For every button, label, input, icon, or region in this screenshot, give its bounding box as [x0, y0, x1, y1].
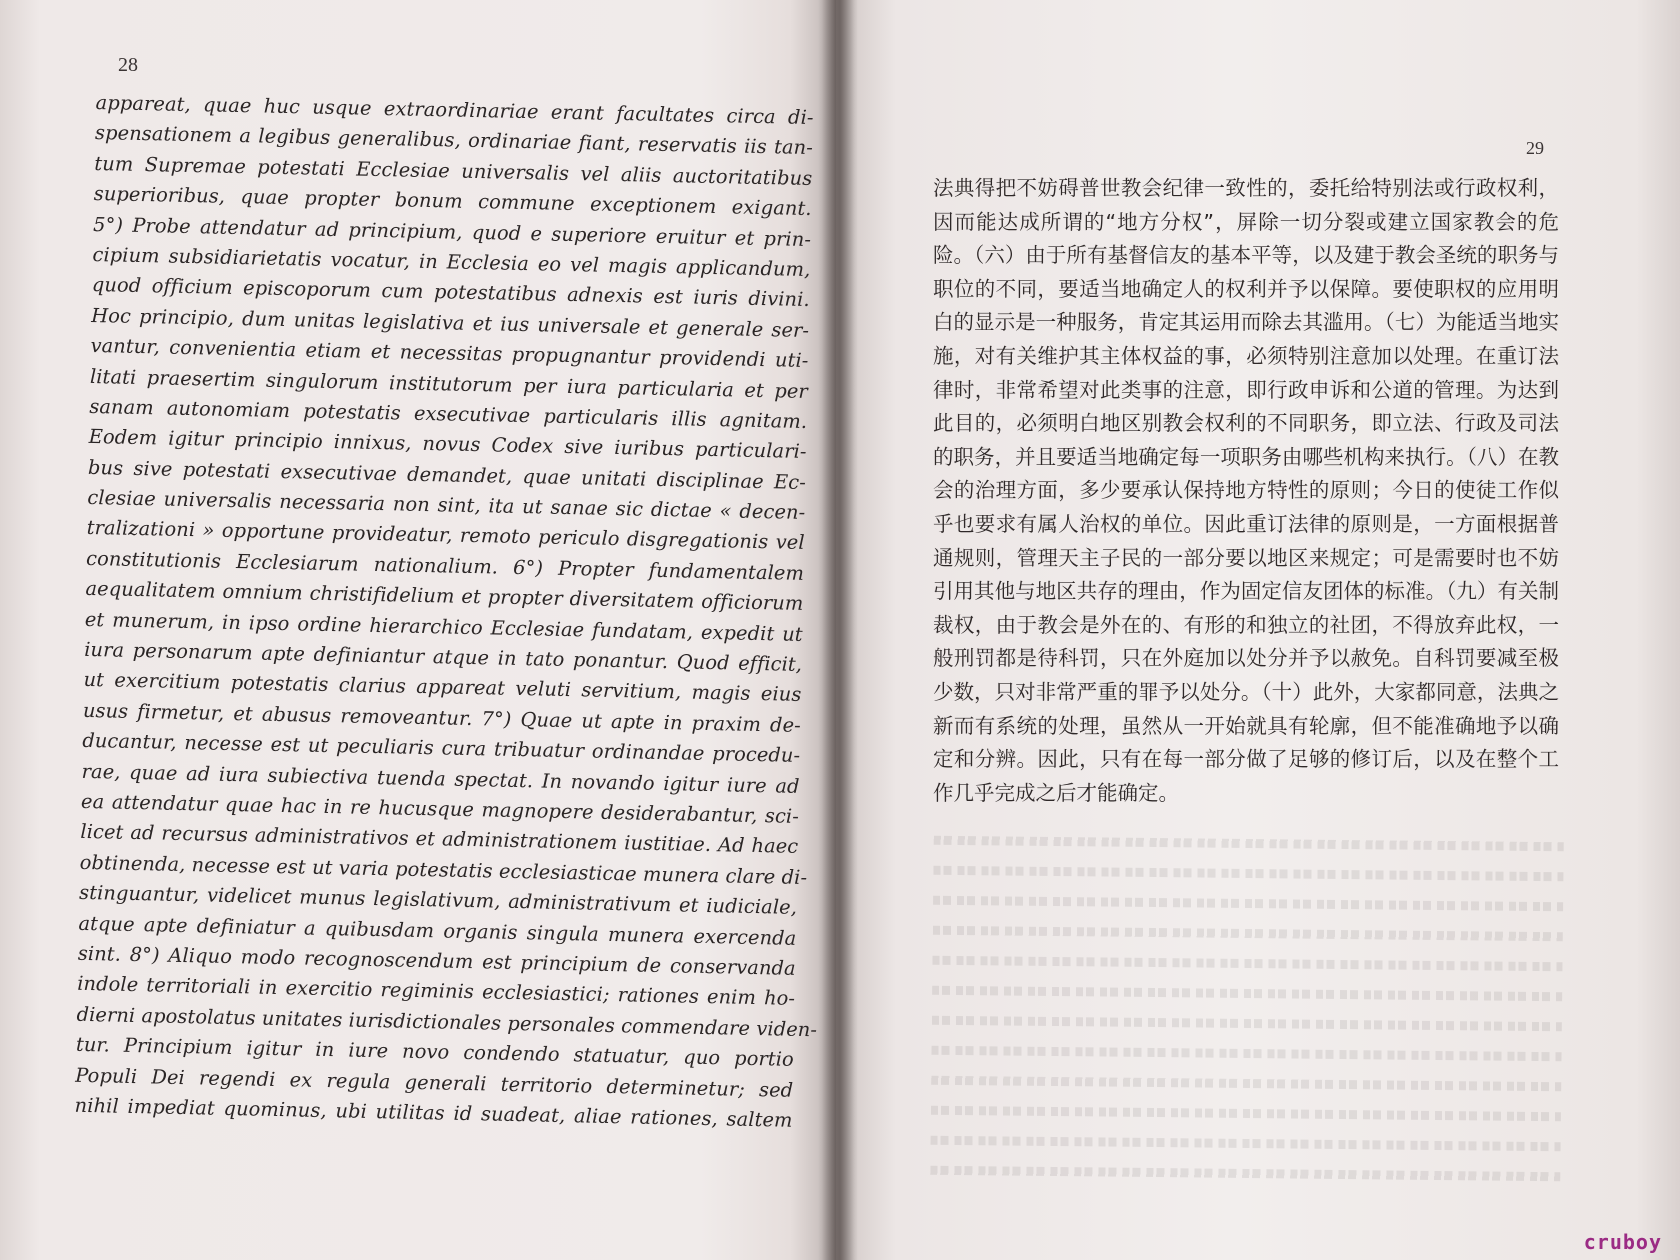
text-line: tum Supremae potestati Ecclesiae universalis vel aliis auctoritatibus — [94, 151, 813, 190]
text-line: bus sive potestati exsecutivae demandet, quae unitati disciplinae Ec- — [87, 455, 807, 494]
page-number: 29 — [1526, 138, 1544, 158]
text-line: tur. Principium igitur in iure novo condendo statuatur, quo portio — [75, 1032, 795, 1071]
text-line: superioribus, quae propter bonum commune exceptionem exigant. — [93, 182, 812, 221]
text-line: dierni apostolatus unitates iurisdictionales personales commendare viden- — [76, 1002, 818, 1042]
text-line: obtinenda, necesse est ut varia potestatis ecclesiasticae munera clare di- — [79, 850, 808, 889]
latin-text-block — [74, 88, 818, 1136]
text-line: 险。（六）由于所有基督信友的基本平等，以及建于教会圣统的职务与 — [933, 243, 1559, 268]
text-line: clesiae universalis necessaria non sint, ita ut sanae sic dictae « decen- — [87, 485, 806, 525]
text-line: 作几乎完成之后才能确定。 — [933, 780, 1179, 805]
text-line: ea attendatur quae hac in re hucusque magnopere desiderabantur, sci- — [80, 789, 800, 828]
text-line: 裁权，由于教会是外在的、有形的和独立的社团，不得放弃此权，一 — [933, 612, 1559, 637]
text-line: 般刑罚都是待科罚，只在外庭加以处分并予以赦免。自科罚要减至极 — [933, 646, 1559, 671]
text-line: 定和分辨。因此，只有在每一部分做了足够的修订后，以及在整个工 — [933, 747, 1559, 772]
page-number: 28 — [118, 54, 138, 76]
book-spine-shadow — [818, 0, 858, 1260]
text-line: appareat, quae huc usque extraordinariae erant facultates circa di- — [95, 90, 814, 130]
text-line: rae, quae ad iura subiectiva tuenda spectat. In novando igitur iure ad — [81, 759, 800, 798]
text-line: iura personarum apte definiantur atque in tato ponantur. Quod efficit, — [83, 637, 803, 676]
text-line: Populi Dei regendi ex regula generali territorio determinetur; sed — [75, 1063, 794, 1102]
bleed-through-line — [930, 1155, 1560, 1192]
text-line: litati praesertim singulorum institutorum per iura particularia et per — [89, 364, 809, 403]
text-line: quod officium episcoporum cum potestatibus adnexis est iuris divini. — [91, 273, 810, 312]
text-line: 白的显示是一种服务，肯定其运用而除去其滥用。（七）为能适当地实 — [933, 310, 1559, 335]
text-line: usus firmetur, et abusus removeantur. 7°) Quae ut apte in praxim de- — [82, 698, 802, 737]
text-line: 施，对有关维护其主体权益的事，必须特别注意加以处理。在重订法 — [933, 343, 1559, 368]
text-line: 少数，只对非常严重的罪予以处分。（十）此外，大家都同意，法典之 — [933, 679, 1559, 704]
text-line: 5°) Probe attendatur ad principium, quod e superiore eruitur et prin- — [92, 212, 812, 251]
text-line: 通规则，管理天主子民的一部分要以地区来规定；可是需要时也不妨 — [933, 545, 1559, 570]
text-line: constitutionis Ecclesiarum nationalium. 6°) Propter fundamentalem — [85, 546, 805, 585]
text-line: Hoc principio, dum unitas legislativa et ius universale et generale ser- — [91, 303, 810, 342]
watermark-label: cruboy — [1583, 1230, 1662, 1254]
text-line: et munerum, in ipso ordine hierarchico Ecclesiae fundatam, expedit ut — [84, 607, 803, 646]
text-line: spensationem a legibus generalibus, ordinariae fiant, reservatis iis tan- — [94, 121, 814, 160]
text-line: stinguantur, videlicet munus legislativum, administrativum et iudiciale, — [78, 880, 798, 920]
text-line: ut exercitium potestatis clarius appareat veluti servitium, magis eius — [83, 668, 802, 707]
text-line: tralizationi » opportune provideatur, remoto periculo disgregationis vel — [86, 516, 805, 555]
left-page — [0, 0, 836, 1260]
text-line: ducantur, necesse est ut peculiaris cura tribuatur ordinandae procedu- — [82, 729, 801, 768]
text-line: 律时，非常希望对此类事的注意，即行政申诉和公道的管理。为达到 — [933, 377, 1559, 402]
text-line: 会的治理方面，多少要承认保持地方特性的原则；今日的使徒工作似 — [933, 478, 1559, 503]
text-line: atque apte definiatur a quibusdam organis singula munera exercenda — [78, 911, 797, 950]
text-line: Eodem igitur principio innixus, novus Codex sive iuribus particulari- — [88, 425, 807, 464]
text-line: sint. 8°) Aliquo modo recognoscendum est principium de conservanda — [77, 941, 796, 980]
text-line: 此目的，必须明白地区别教会权利的不同职务，即立法、行政及司法 — [933, 411, 1559, 436]
right-page — [836, 0, 1680, 1260]
text-line: indole territoriali in exercitio regiminis ecclesiastici; rationes enim ho- — [76, 972, 796, 1011]
text-line: cipium subsidiarietatis vocatur, in Ecclesia eo vel magis applicandum, — [92, 242, 811, 281]
text-line: 新而有系统的处理，虽然从一开始就具有轮廓，但不能准确地予以确 — [933, 713, 1559, 738]
chinese-text-block — [933, 172, 1559, 810]
text-line: licet ad recursus administrativos et administrationem iustitiae. Ad haec — [80, 820, 799, 859]
text-line: aequalitatem omnium christifidelium et propter diversitatem officiorum — [85, 577, 804, 616]
text-line: 法典得把不妨碍普世教会纪律一致性的，委托给特别法或行政权利， — [933, 176, 1559, 200]
text-line: 因而能达成所谓的“地方分权”，屏除一切分裂或建立国家教会的危 — [933, 209, 1559, 234]
text-line: sanam autonomiam potestatis exsecutivae particularis illis agnitam. — [89, 394, 808, 433]
text-line: nihil impediat quominus, ubi utilitas id suadeat, aliae rationes, saltem — [74, 1093, 793, 1132]
text-line: vantur, convenientia etiam et necessitas propugnantur providendi uti- — [90, 334, 809, 373]
text-line: 引用其他与地区共存的理由，作为固定信友团体的标准。（九）有关制 — [933, 579, 1559, 604]
text-line: 职位的不同，要适当地确定人的权利并予以保障。要使职权的应用明 — [933, 276, 1559, 301]
bleed-through-text — [930, 825, 1564, 1192]
text-line: 乎也要求有属人治权的单位。因此重订法律的原则是，一方面根据普 — [933, 511, 1559, 536]
text-line: 的职务，并且要适当地确定每一项职务由哪些机构来执行。（八）在教 — [933, 444, 1559, 469]
